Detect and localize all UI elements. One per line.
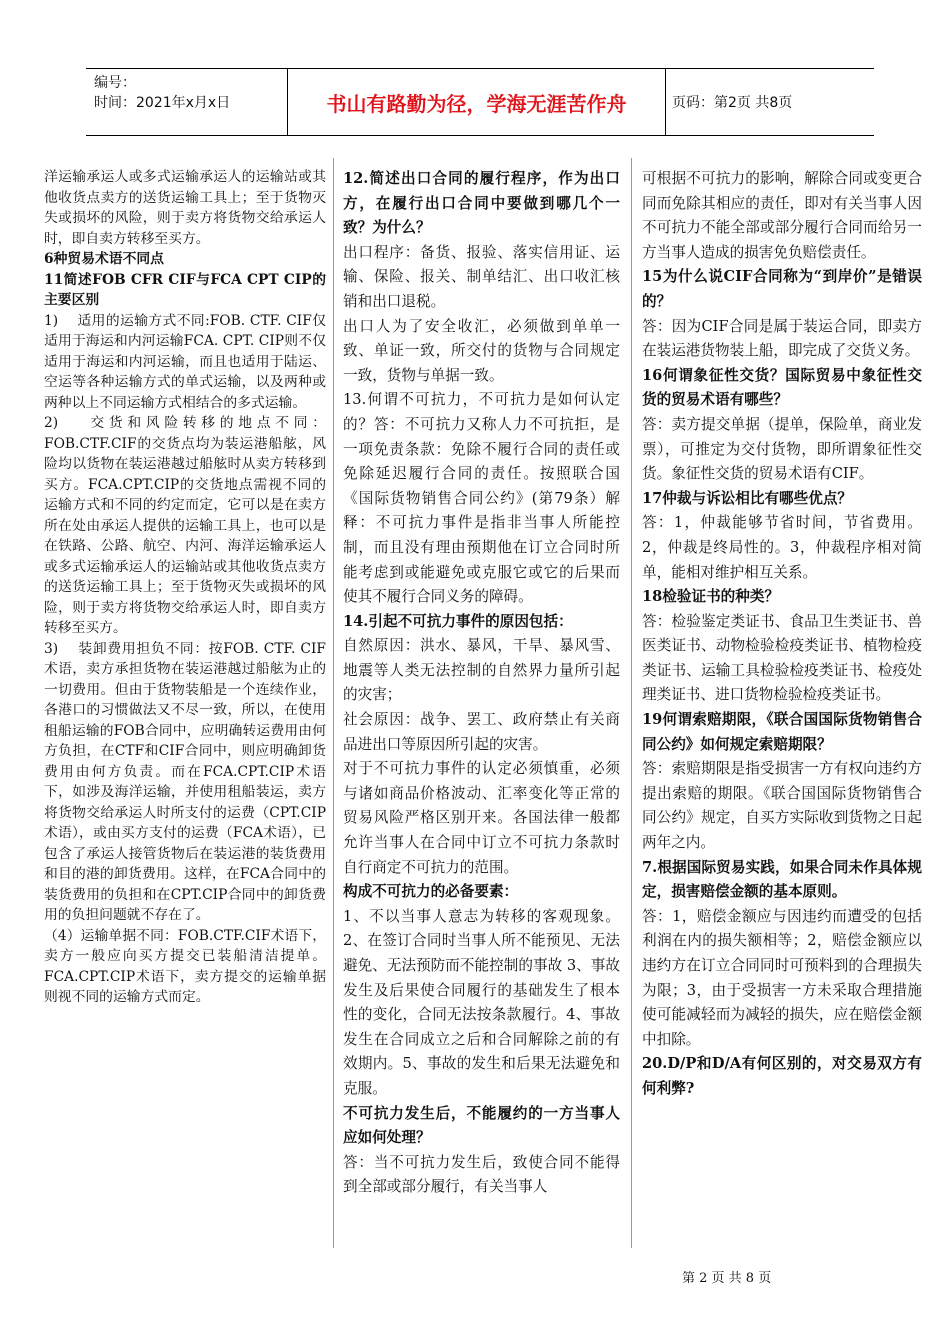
section-heading: 14.引起不可抗力事件的原因包括： [343,612,573,630]
column-left [44,167,326,1008]
paragraph: （4）运输单据不同：FOB.CTF.CIF术语下，卖方一般应向买方提交已装船清洁提单。FCA.CPT.CIP术语下，卖方提交的运输单据则视不同的运输方式而定。 [44,927,326,1005]
paragraph: 出口人为了安全收汇，必须做到单单一致、单证一致，所交付的货物与合同规定一致，货物与单据一致。 [343,317,620,384]
paragraph: 1) 适用的运输方式不同:FOB. CTF. CIF仅适用于海运和内河运输FCA. CPT. CIP则不仅适用于海运和内河运输，而且也适用于陆运、空运等各种运输方式的单式运输，以及两种或两种以上不同运输方式相结合的多式运输。 [44,312,326,411]
paragraph: 社会原因：战争、罢工、政府禁止有关商品进出口等原因所引起的灾害。 [343,711,620,753]
paragraph: 答：当不可抗力发生后，致使合同不能得到全部或部分履行，有关当事人 [343,1153,620,1196]
section-heading: 20.D/P和D/A有何区别的，对交易双方有何利弊? [642,1055,922,1097]
section-heading: 11简述FOB CFR CIF与FCA CPT CIP的主要区别 [44,271,326,308]
paragraph: 1、不以当事人意志为转移的客观现象。2、在签订合同时当事人所不能预见、无法避免、无法预防而不能控制的事故 3、事故发生及后果使合同履行的基础发生了根本性的变化，合同无法按条款履行。4、事故发生在合同成立之后和合同解除之前的有效期内。5、事故的发生和后果无法避免和克服。 [343,907,620,1097]
paragraph: 答：卖方提交单据（提单，保险单，商业发票），可推定为交付货物，即所谓象征性交货。象征性交货的贸易术语有CIF。 [642,415,922,483]
page-header [86,68,874,136]
paragraph: 答：1，赔偿金额应与因违约而遭受的包括利润在内的损失额相等；2，赔偿金额应以违约方在订立合同同时可预料到的合理损失为限；3，由于受损害一方未采取合理措施使可能减轻而为减轻的损失，应在赔偿金额中扣除。 [642,907,922,1048]
column-divider-left [333,158,334,1248]
section-heading: 18检验证书的种类？ [642,588,780,606]
paragraph: 答：检验鉴定类证书、食品卫生类证书、兽医类证书、动物检验检疫类证书、植物检疫类证书、运输工具检验检疫类证书、检疫处理类证书、进口货物检验检疫类证书。 [642,612,922,704]
paragraph: 洋运输承运人或多式运输承运人的运输站或其他收货点卖方的送货运输工具上；至于货物灭失或损坏的风险，则于卖方将货物交给承运人时，即自卖方转移至买方。 [44,169,326,247]
paragraph: 3) 装卸费用担负不同：按FOB. CTF. CIF术语，卖方承担货物在装运港越过船舷为止的一切费用。但由于货物装船是一个连续作业，各港口的习惯做法又不尽一致，所以，在使用租船运输的FOB合同中，应明确转运费用由何方负担，在CTF和CIF合同中，则应明确卸货费用由何方负责。而在FCA.CPT.CIP术语下，如涉及海洋运输，并使用租船装运，卖方将货物交给承运人时所支付的运费（CPT.CIP术语），或由买方支付的运费（FCA术语），已包含了承运人接管货物后在装运港的装货费用和目的港的卸货费用。这样，在FCA合同中的装货费用的负担和在CPT.CIP合同中的卸货费用的负担问题就不存在了。 [44,640,326,923]
section-heading: 19何谓索赔期限，《联合国国际货物销售合同公约》如何规定索赔期限？ [642,711,922,753]
column-right [642,167,922,1102]
header-motto: 书山有路勤为径，学海无涯苦作舟 [287,69,666,135]
document-number: 编号： [94,75,136,91]
paragraph: 自然原因：洪水、暴风，干旱、暴风雪、地震等人类无法控制的自然界力量所引起的灾害； [343,637,620,704]
paragraph: 13.何谓不可抗力，不可抗力是如何认定的？答：不可抗力又称人力不可抗拒，是一项免责条款：免除不履行合同的责任或免除延迟履行合同的责任。按照联合国《国际货物销售合同公约》(第79条）解释：不可抗力事件是指非当事人所能控制，而且没有理由预期他在订立合同时所能考虑到或能避免或克服它或它的后果而使其不履行合同义务的障碍。 [343,391,620,606]
paragraph: 答：1，仲裁能够节省时间，节省费用。2，仲裁是终局性的。3，仲裁程序相对简单，能相对维护相互关系。 [642,514,922,581]
header-meta [94,73,230,113]
section-heading: 7.根据国际贸易实践，如果合同未作具体规定，损害赔偿金额的基本原则。 [642,858,922,901]
header-page-number: 页码：第2页 共8页 [672,95,793,111]
column-middle [343,167,620,1200]
paragraph: 答：因为CIF合同是属于装运合同，即卖方在装运港货物装上船，即完成了交货义务。 [642,317,922,360]
page-footer: 第 2 页 共 8 页 [682,1271,772,1286]
paragraph: 对于不可抗力事件的认定必须慎重，必须与诸如商品价格波动、汇率变化等正常的贸易风险严格区别开来。各国法律一般都允许当事人在合同中订立不可抗力条款时自行商定不可抗力的范围。 [343,760,620,876]
section-heading: 17仲裁与诉讼相比有哪些优点？ [642,489,853,507]
section-heading: 构成不可抗力的必备要素： [343,883,519,901]
section-heading: 15为什么说CIF合同称为“到岸价”是错误的？ [642,268,922,310]
section-heading: 16何谓象征性交货？国际贸易中象征性交货的贸易术语有哪些？ [642,366,922,409]
paragraph: 答：索赔期限是指受损害一方有权向违约方提出索赔的期限。《联合国国际货物销售合同公约》规定，自买方实际收到货物之日起两年之内。 [642,760,922,852]
section-heading: 6种贸易术语不同点 [44,251,164,267]
section-heading: 不可抗力发生后，不能履约的一方当事人应如何处理？ [343,1104,620,1147]
column-divider-right [631,158,632,1248]
paragraph: 2) 交货和风险转移的地点不同：FOB.CTF.CIF的交货点均为装运港船舷，风险均以货物在装运港越过船舷时从卖方转移到买方。FCA.CPT.CIP的交货地点需视不同的运输方式和不同的约定而定，它可以是在卖方所在处由承运人提供的运输工具上，也可以是在铁路、公路、航空、内河、海洋运输承运人或多式运输承运人的运输站或其他收货点卖方的送货运输工具上；至于货物灭失或损坏的风险，则于卖方将货物交给承运人时，即自卖方转移至买方。 [44,415,326,636]
section-heading: 12.简述出口合同的履行程序，作为出口方，在履行出口合同中要做到哪几个一致？为什么？ [343,170,620,237]
paragraph: 出口程序：备货、报验、落实信用证、运输、保险、报关、制单结汇、出口收汇核销和出口退税。 [343,243,620,310]
document-time: 时间：2021年x月x日 [94,95,231,111]
paragraph: 可根据不可抗力的影响，解除合同或变更合同而免除其相应的责任，即对有关当事人因不可抗力不能全部或部分履行合同而给另一方当事人造成的损害免负赔偿责任。 [642,170,922,261]
